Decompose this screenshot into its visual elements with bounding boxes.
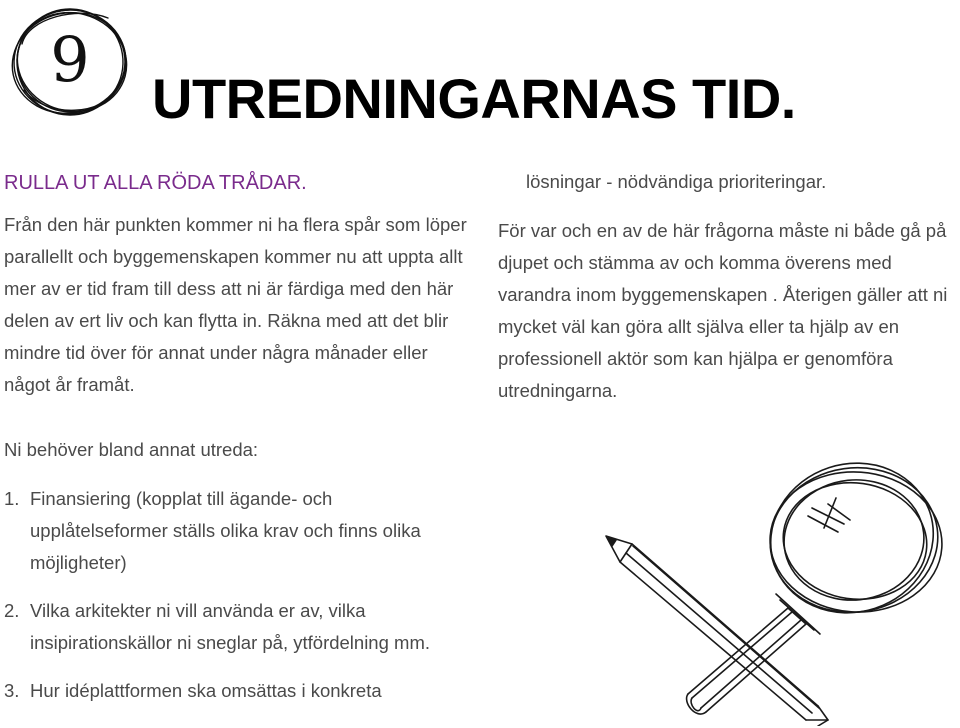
needs-label: Ni behöver bland annat utreda: xyxy=(4,439,259,460)
continuation-text: lösningar - nödvändiga prioriteringar. xyxy=(526,171,827,192)
pencil-icon xyxy=(606,536,828,726)
list-item-text: Finansiering (kopplat till ägande- och upplåtelseformer ställs olika krav och finns olika möjligheter) xyxy=(30,488,421,573)
list-item-number: 3. xyxy=(4,680,20,701)
section-heading: RULLA UT ALLA RÖDA TRÅDAR. xyxy=(4,172,307,194)
magnifier-lens-icon xyxy=(751,458,953,634)
list-item xyxy=(4,483,474,579)
left-column xyxy=(4,209,474,723)
page-title: UTREDNINGARNAS TID. xyxy=(152,67,796,130)
needs-list xyxy=(4,483,474,707)
right-paragraph: För var och en av de här frågorna måste ni både gå på djupet och stämma av och komma överens med varandra inom byggemenskapen . Återigen gäller att ni mycket väl kan göra allt själva eller ta hjälp av en professionell aktör som kan hjälpa er genomföra utredningarna. xyxy=(498,220,948,401)
magnifier-pencil-icon xyxy=(592,458,958,726)
list-item xyxy=(4,595,474,659)
list-item-text: Hur idéplattformen ska omsättas i konkreta xyxy=(30,680,382,701)
magnifier-handle-icon xyxy=(687,594,820,714)
right-column xyxy=(498,166,960,407)
chapter-badge xyxy=(8,4,132,120)
list-item-number: 1. xyxy=(4,488,20,509)
intro-paragraph: Från den här punkten kommer ni ha flera spår som löper parallellt och byggemenskapen kommer nu att uppta allt mer av er tid fram till dess att ni är färdiga med den här delen av ert liv och kan flytta in. Räkna med att det blir mindre tid över för annat under några månader eller något år framåt. xyxy=(4,214,467,395)
chapter-number: 9 xyxy=(50,22,90,96)
list-item-number: 2. xyxy=(4,600,20,621)
list-item-text: Vilka arkitekter ni vill använda er av, vilka insipirationskällor ni sneglar på, ytfördelning mm. xyxy=(30,600,430,653)
list-item xyxy=(4,675,474,707)
